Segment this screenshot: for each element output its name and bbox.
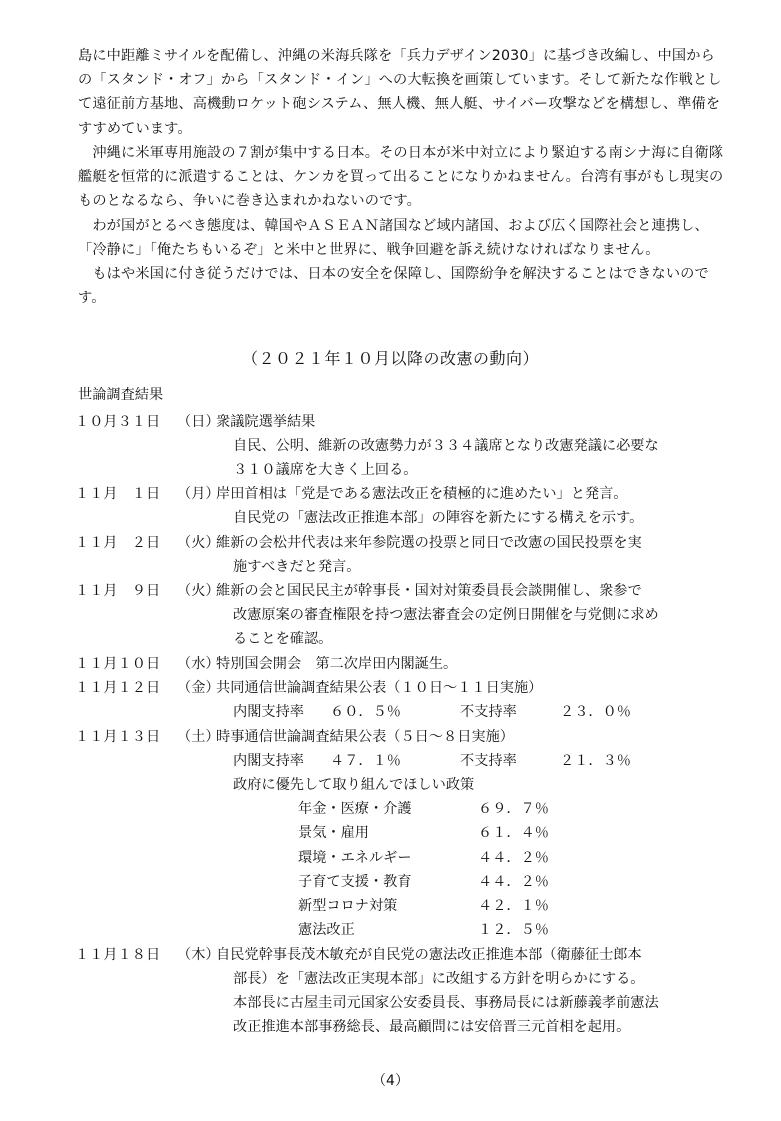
event-date: １０月３１日: [75, 414, 161, 430]
event-day-of-week: （土）: [177, 729, 220, 745]
policy-value: ４４．２％: [478, 874, 549, 890]
event-date: １１月１２日: [75, 680, 161, 696]
event-day-of-week: （火）: [177, 535, 220, 551]
policy-name: 環境・エネルギー: [298, 850, 412, 866]
support-rate-label: 内閣支持率: [233, 704, 304, 720]
event-detail-line: 本部長に古屋圭司元国家公安委員長、事務局長には新藤義孝前憲法: [233, 995, 659, 1011]
event-day-of-week: （火）: [177, 583, 220, 599]
policy-name: 子育て支援・教育: [298, 874, 412, 890]
event-detail-line: 自民、公明、維新の改憲勢力が３３４議席となり改憲発議に必要な: [233, 438, 659, 454]
policy-name: 新型コロナ対策: [298, 898, 398, 914]
event-detail-line: 自民党の「憲法改正推進本部」の陣容を新たにする構えを示す。: [233, 510, 644, 526]
event-date: １１月１３日: [75, 729, 161, 745]
policy-value: ６９．７％: [478, 801, 549, 817]
event-date: １１月 ９日: [75, 583, 161, 599]
event-title: 時事通信世論調査結果公表（５日～８日実施）: [216, 729, 514, 745]
policy-value: １２．５％: [478, 922, 549, 938]
event-detail-line: 改憲原案の審査権限を持つ憲法審査会の定例日開催を与党側に求め: [233, 607, 659, 623]
policy-name: 憲法改正: [298, 922, 355, 938]
event-title: 衆議院選挙結果: [216, 414, 316, 430]
event-title: 特別国会開会 第二次岸田内閣誕生。: [216, 656, 458, 672]
policy-priority-label: 政府に優先して取り組んでほしい政策: [233, 777, 475, 793]
support-rate-label: 内閣支持率: [233, 753, 304, 769]
policy-name: 景気・雇用: [298, 825, 369, 841]
intro-paragraph-2: 沖縄に米軍専用施設の７割が集中する日本。その日本が米中対立により緊迫する南シナ海に自衛隊艦艇を恒常的に派遣することは、ケンカを買って出ることになりかねません。台湾有事がもし現実のものとなるなら、争いに巻き込まれかねないのです。: [78, 145, 724, 210]
policy-name: 年金・医療・介護: [298, 801, 412, 817]
nonsupport-rate-label: 不支持率: [460, 704, 517, 720]
intro-paragraph-4: もはや米国に付き従うだけでは、日本の安全を保障し、国際紛争を解決することはできないのです。: [78, 266, 709, 307]
event-day-of-week: （金）: [177, 680, 220, 696]
event-detail-line: ることを確認。: [233, 631, 333, 647]
event-title: 共同通信世論調査結果公表（１０日～１１日実施）: [216, 680, 543, 696]
event-title: 維新の会と国民民主が幹事長・国対対策委員長会談開催し、衆参で: [216, 583, 642, 599]
event-day-of-week: （水）: [177, 656, 220, 672]
event-title: 維新の会松井代表は来年参院選の投票と同日で改憲の国民投票を実: [216, 535, 642, 551]
policy-value: ４２．１％: [478, 898, 549, 914]
event-date: １１月 ２日: [75, 535, 161, 551]
event-detail-line: 施すべきだと発言。: [233, 559, 361, 575]
event-date: １１月１０日: [75, 656, 161, 672]
policy-value: ６１．４％: [478, 825, 549, 841]
event-date: １１月１８日: [75, 947, 161, 963]
event-detail-line: 改正推進本部事務総長、最高顧問には安倍晋三元首相を起用。: [233, 1019, 631, 1035]
event-day-of-week: （日）: [177, 414, 220, 430]
page-number: （4）: [372, 1073, 409, 1089]
event-day-of-week: （月）: [177, 486, 220, 502]
event-date: １１月 １日: [75, 486, 161, 502]
support-rate-value: ４７．１％: [330, 753, 401, 769]
event-detail-line: ３１０議席を大きく上回る。: [233, 462, 418, 478]
nonsupport-rate-value: ２１．３％: [560, 753, 631, 769]
event-title: 自民党幹事長茂木敏充が自民党の憲法改正推進本部（衛藤征士郎本: [216, 947, 642, 963]
event-title: 岸田首相は「党是である憲法改正を積極的に進めたい」と発言。: [216, 486, 628, 502]
nonsupport-rate-label: 不支持率: [460, 753, 517, 769]
policy-value: ４４．２％: [478, 850, 549, 866]
intro-paragraph-1: 島に中距離ミサイルを配備し、沖縄の米海兵隊を「兵力デザイン2030」に基づき改編し、中国からの「スタンド・オフ」から「スタンド・イン」への大転換を画策しています。そして新たな作戦として遠征前方基地、高機動ロケット砲システム、無人機、無人艇、サイバー攻撃などを構想し、準備をすすめています。: [78, 48, 722, 137]
event-day-of-week: （木）: [177, 947, 220, 963]
intro-paragraph-3: わが国がとるべき態度は、韓国やＡＳＥＡＮ諸国など域内諸国、および広く国際社会と連携し、「冷静に」「俺たちもいるぞ」と米中と世界に、戦争回避を訴え続けなければなりません。: [78, 218, 709, 259]
nonsupport-rate-value: ２３．０％: [560, 704, 631, 720]
support-rate-value: ６０．５％: [330, 704, 401, 720]
section-label: 世論調査結果: [78, 387, 164, 403]
event-detail-line: 部長）を「憲法改正実現本部」に改組する方針を明らかにする。: [233, 971, 645, 987]
section-title: （２０２１年１０月以降の改憲の動向）: [241, 349, 539, 368]
